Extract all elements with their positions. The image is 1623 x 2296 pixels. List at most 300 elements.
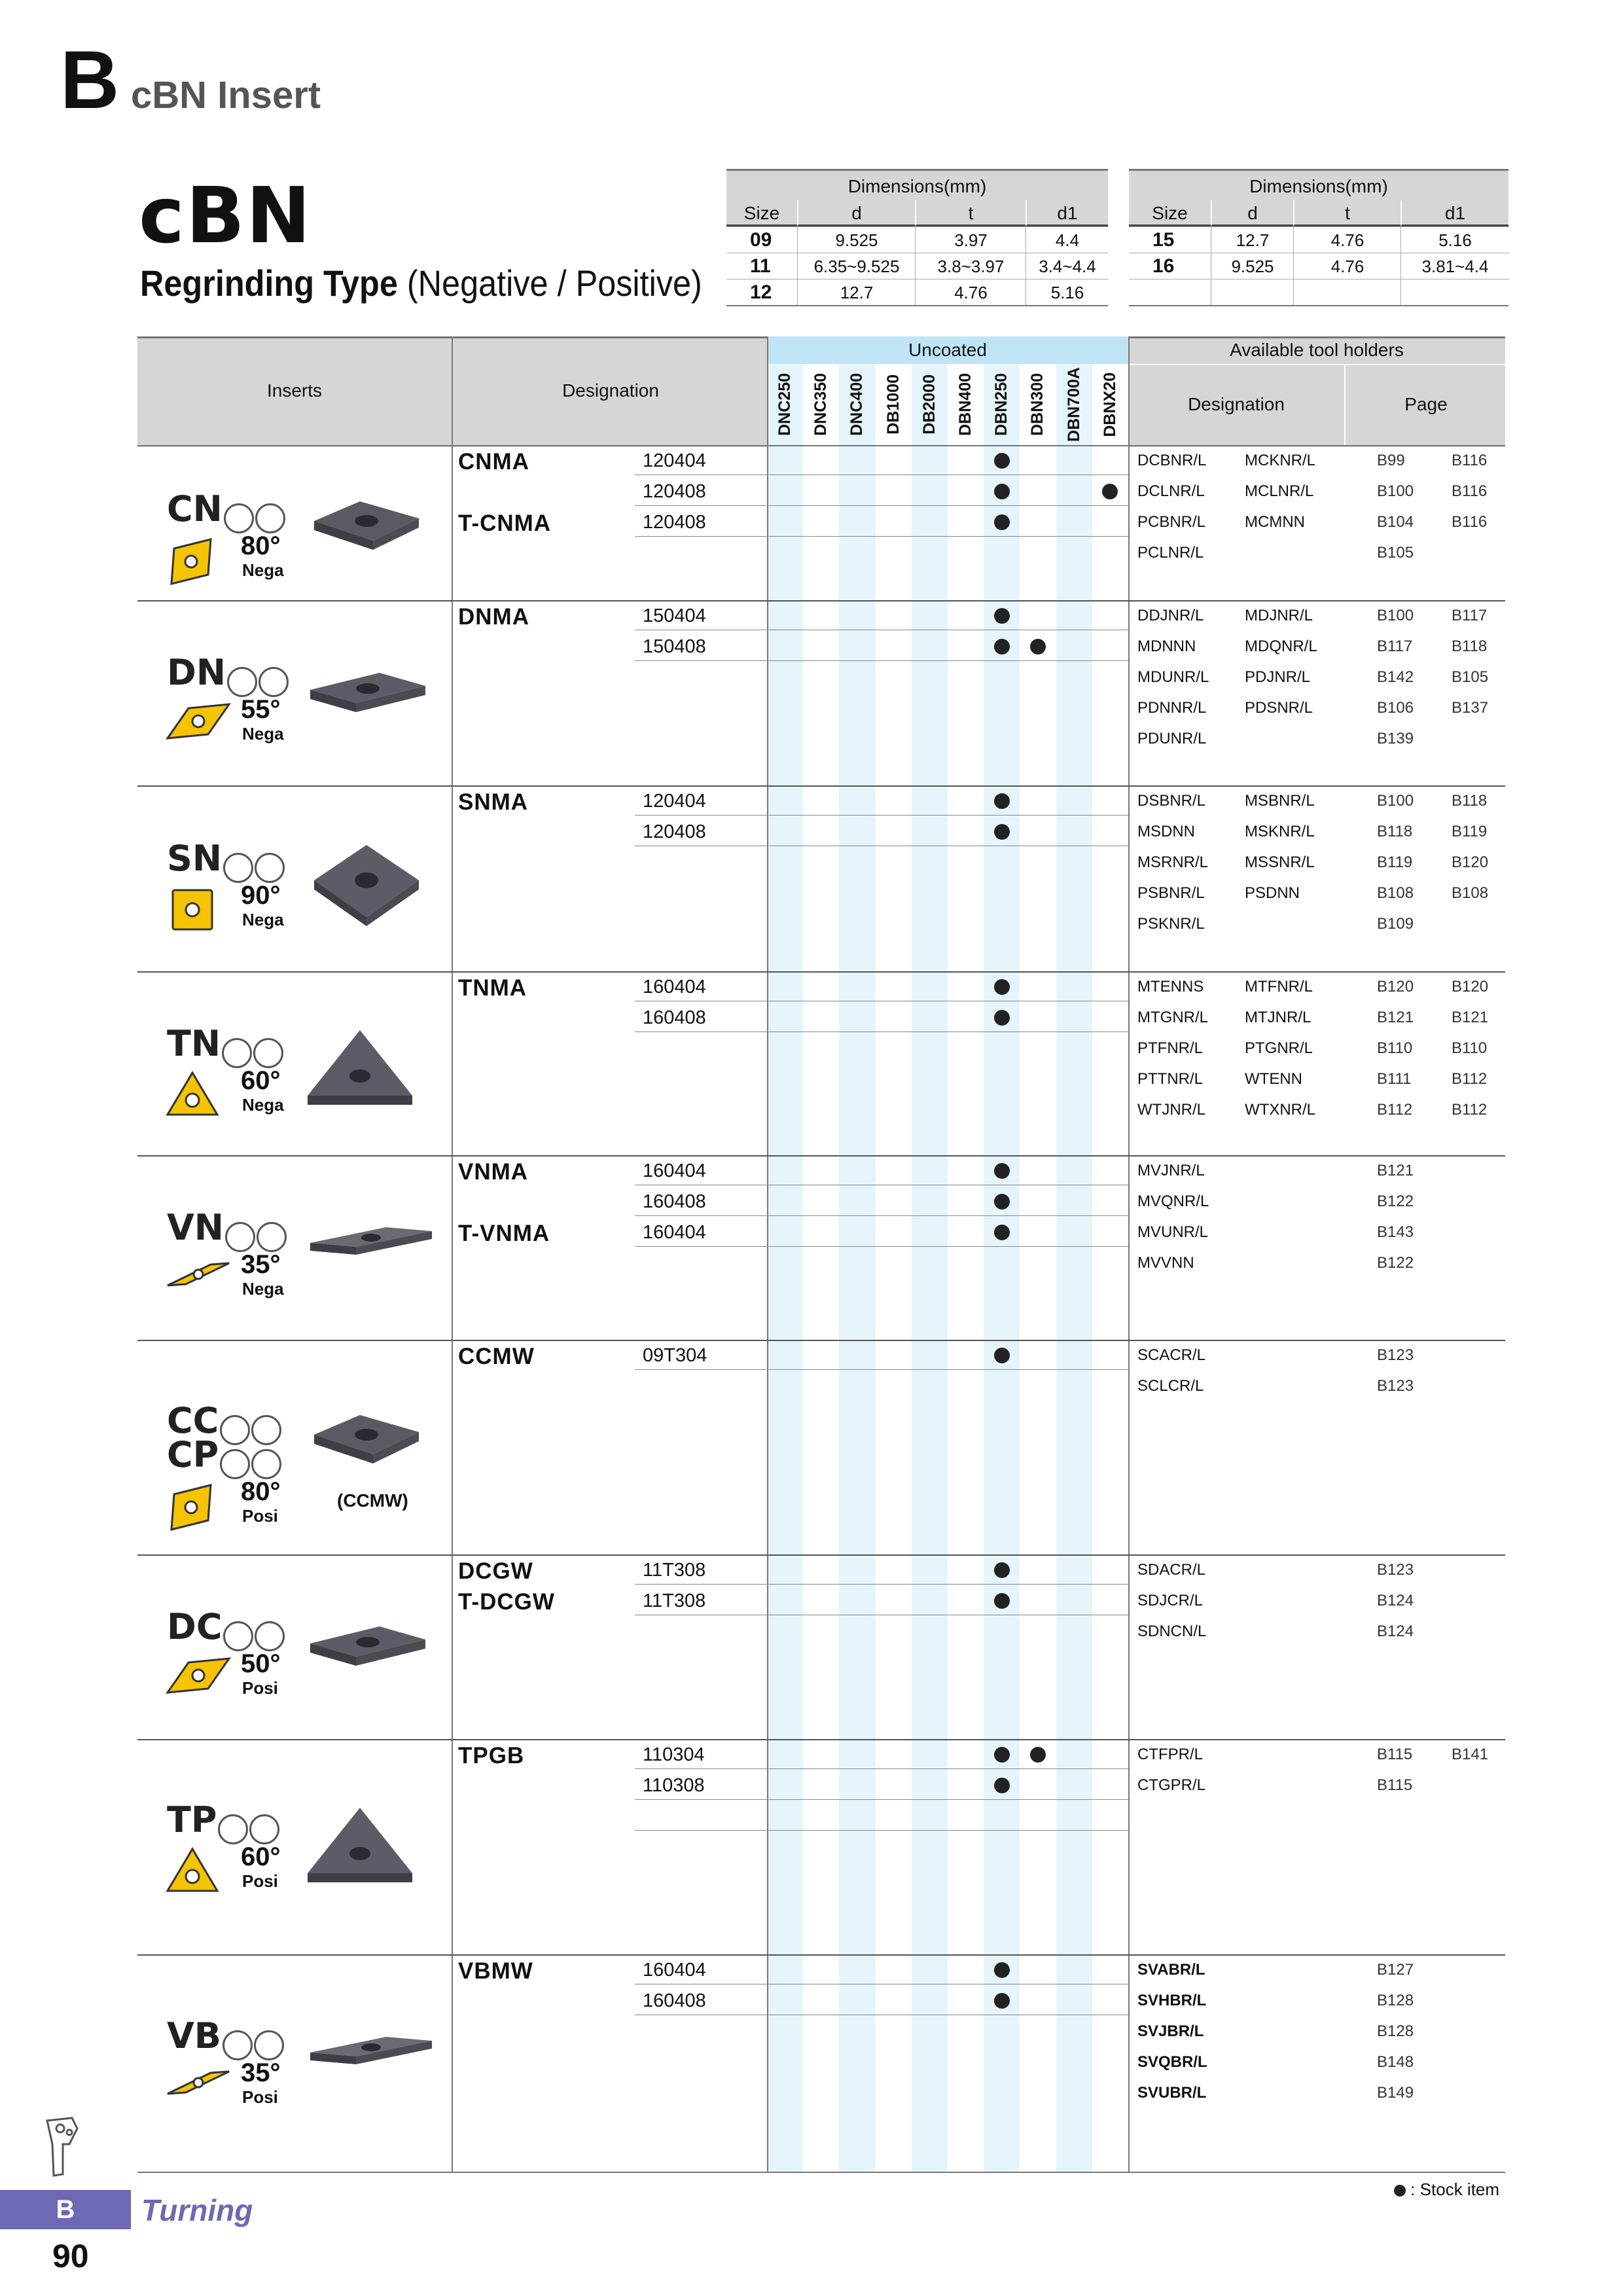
designation-name: TPGB xyxy=(458,1743,525,1768)
dimension-header: Size xyxy=(726,200,797,226)
insert-code-text: CP xyxy=(167,1434,219,1475)
grade-label: DBN700A xyxy=(1064,367,1083,442)
stock-dot-icon xyxy=(994,793,1010,809)
insert-photo xyxy=(308,1030,432,1115)
holder-page: B122 xyxy=(1377,1193,1414,1210)
insert-photo xyxy=(308,495,432,580)
placeholder-circle-icon xyxy=(223,2030,253,2060)
size-code: 160408 xyxy=(643,1990,706,2011)
designation-name: DCGW xyxy=(458,1558,533,1584)
dimension-value: 9.525 xyxy=(797,226,916,253)
grade-header xyxy=(1020,369,1056,440)
grade-column-stripe xyxy=(912,364,948,2172)
section-rule xyxy=(137,1954,1505,1956)
holder-designation: MCMNN xyxy=(1245,513,1305,531)
holder-page: B120 xyxy=(1452,853,1489,871)
size-code: 120408 xyxy=(643,512,706,533)
placeholder-circle-icon xyxy=(255,1621,285,1651)
insert-angle: 50° xyxy=(241,1649,281,1678)
subtitle-rest: (Negative / Positive) xyxy=(397,262,702,304)
holder-page: B128 xyxy=(1377,2022,1414,2040)
holder-designation: SVABR/L xyxy=(1137,1961,1205,1979)
holder-designation: SDACR/L xyxy=(1137,1561,1206,1579)
dimension-value: 4.76 xyxy=(915,279,1026,306)
holder-designation: MSBNR/L xyxy=(1245,792,1315,810)
insert-code-text: VB xyxy=(167,2015,221,2056)
holder-designation-header: Designation xyxy=(1188,394,1285,414)
footer-tab-letter: B xyxy=(56,2195,75,2224)
insert-angle: 80° xyxy=(241,531,281,560)
grade-label: DBN300 xyxy=(1028,373,1047,436)
designation-name: VBMW xyxy=(458,1958,533,1984)
holder-page: B112 xyxy=(1377,1101,1413,1119)
dimension-value: 3.81~4.4 xyxy=(1400,253,1509,279)
grade-label: DBNX20 xyxy=(1100,372,1119,437)
dimension-value xyxy=(1211,279,1294,306)
row-rule xyxy=(635,1799,1128,1800)
dimension-value: 3.97 xyxy=(915,226,1026,253)
holders-header: Available tool holders xyxy=(1128,336,1505,365)
stock-dot-icon xyxy=(994,1562,1010,1578)
holder-designation: DCLNR/L xyxy=(1137,482,1205,500)
insert-code-text: VN xyxy=(167,1207,224,1248)
insert-photo xyxy=(308,2024,432,2109)
size-code: 150408 xyxy=(643,636,706,657)
holder-designation: PTFNR/L xyxy=(1137,1039,1204,1057)
holder-page: B112 xyxy=(1452,1101,1488,1119)
page-number: 90 xyxy=(52,2238,89,2274)
holder-page: B110 xyxy=(1452,1039,1488,1057)
holder-designation: SDNCN/L xyxy=(1137,1623,1207,1640)
stock-dot-icon xyxy=(994,1163,1010,1179)
dimension-value: 3.8~3.97 xyxy=(915,253,1026,279)
holder-designation: MSRNR/L xyxy=(1137,853,1209,871)
row-rule xyxy=(635,1031,1128,1032)
insert-angle: 35° xyxy=(241,2058,281,2087)
grade-column-stripe xyxy=(767,364,803,2172)
holder-page: B105 xyxy=(1377,544,1414,562)
row-rule xyxy=(635,1369,1128,1370)
holder-page: B123 xyxy=(1377,1561,1414,1579)
insert-photo xyxy=(308,1214,432,1299)
insert-type: Posi xyxy=(242,1871,278,1891)
holder-designation: PSDNN xyxy=(1245,884,1300,902)
insert-shape-icon xyxy=(165,1480,233,1535)
placeholder-circle-icon xyxy=(251,1449,281,1479)
holder-designation: SCACR/L xyxy=(1137,1346,1206,1364)
insert-angle: 60° xyxy=(241,1066,281,1095)
dimension-value: 4.76 xyxy=(1293,253,1401,279)
grade-label: DBN250 xyxy=(992,373,1011,436)
row-rule xyxy=(635,1830,1128,1831)
grade-label: DB1000 xyxy=(883,374,902,435)
insert-angle: 55° xyxy=(241,695,281,724)
designation-header: Designation xyxy=(452,336,768,445)
grade-header xyxy=(984,369,1020,440)
insert-angle: 90° xyxy=(241,881,281,910)
placeholder-circle-icon xyxy=(259,667,289,697)
size-code: 160404 xyxy=(643,1960,706,1981)
dimension-caption: Dimensions(mm) xyxy=(726,169,1108,204)
stock-dot-icon xyxy=(994,608,1010,624)
row-rule xyxy=(635,536,1128,537)
placeholder-circle-icon xyxy=(257,1222,287,1252)
placeholder-circle-icon xyxy=(223,853,253,883)
designation-name: VNMA xyxy=(458,1159,529,1185)
row-rule xyxy=(635,1584,1128,1585)
holder-designation: MTGNR/L xyxy=(1137,1009,1208,1026)
insert-code-text: CN xyxy=(167,488,223,529)
grade-header xyxy=(912,369,948,440)
insert-code xyxy=(167,652,289,697)
holder-page: B119 xyxy=(1377,853,1413,871)
insert-code-text: TP xyxy=(167,1799,217,1840)
insert-code xyxy=(167,1606,285,1651)
stock-dot-icon xyxy=(994,453,1010,469)
holder-designation: MDJNR/L xyxy=(1245,607,1313,624)
section-rule xyxy=(137,1155,1505,1157)
holder-page: B124 xyxy=(1377,1592,1414,1609)
chapter-letter: B xyxy=(60,35,120,126)
designation-name: T-DCGW xyxy=(458,1589,555,1615)
subtitle-bold: Regrinding Type xyxy=(140,262,398,304)
dimension-value xyxy=(1400,279,1509,306)
holder-designation: MVUNR/L xyxy=(1137,1223,1209,1241)
holder-page: B142 xyxy=(1377,668,1414,686)
grade-header xyxy=(767,369,803,440)
dimension-header: Size xyxy=(1129,200,1211,226)
designation-name: T-VNMA xyxy=(458,1221,550,1246)
holder-designation: PTGNR/L xyxy=(1245,1039,1313,1057)
size-code: 110308 xyxy=(643,1775,705,1796)
holder-page: B116 xyxy=(1452,482,1488,500)
holder-designation: PDJNR/L xyxy=(1245,668,1311,686)
placeholder-circle-icon xyxy=(225,1222,255,1252)
dimension-size: 16 xyxy=(1129,253,1211,279)
page-header: Page xyxy=(1344,364,1507,445)
grade-header xyxy=(948,369,984,440)
holder-designation: MDNNN xyxy=(1137,637,1196,655)
holder-designation: PCLNR/L xyxy=(1137,544,1204,562)
holder-page: B123 xyxy=(1377,1346,1414,1364)
size-code: 110304 xyxy=(643,1744,705,1765)
holder-page: B120 xyxy=(1377,978,1414,996)
stock-dot-icon xyxy=(994,1194,1010,1210)
designation-name: T-CNMA xyxy=(458,511,552,536)
holder-page: B100 xyxy=(1377,607,1414,624)
insert-shape-icon xyxy=(165,2061,233,2116)
stock-dot-icon xyxy=(994,979,1010,995)
turning-tool-icon xyxy=(41,2115,86,2193)
product-subtitle xyxy=(140,262,702,304)
dimension-header: t xyxy=(915,200,1026,226)
section-rule xyxy=(137,1739,1505,1740)
chapter-title: cBN Insert xyxy=(131,74,321,117)
placeholder-circle-icon xyxy=(224,503,254,533)
insert-photo xyxy=(308,660,432,745)
grade-header xyxy=(1056,369,1092,440)
inserts-header: Inserts xyxy=(266,380,323,401)
holder-page: B143 xyxy=(1377,1223,1414,1241)
insert-shape-icon xyxy=(165,1253,233,1308)
footer-section: Turning xyxy=(141,2193,253,2227)
holder-page: B120 xyxy=(1452,978,1489,996)
row-rule xyxy=(635,505,1128,506)
dimension-header: d xyxy=(797,200,915,226)
size-code: 09T304 xyxy=(643,1345,707,1366)
holder-page: B99 xyxy=(1377,452,1405,469)
holder-designation: WTXNR/L xyxy=(1245,1101,1315,1119)
col-rule xyxy=(452,336,453,2172)
holder-page: B122 xyxy=(1377,1254,1414,1272)
insert-photo xyxy=(308,1408,432,1494)
placeholder-circle-icon xyxy=(223,1621,253,1651)
insert-type: Nega xyxy=(242,724,284,744)
holder-designation: PCBNR/L xyxy=(1137,513,1206,531)
holder-designation: MCKNR/L xyxy=(1245,452,1316,469)
dimension-value: 5.16 xyxy=(1026,279,1109,306)
insert-type: Nega xyxy=(242,1095,284,1115)
holder-page: B139 xyxy=(1377,730,1414,747)
dimension-size: 12 xyxy=(726,279,797,305)
insert-code xyxy=(167,2015,284,2060)
stock-dot-icon xyxy=(994,1593,1010,1609)
stock-dot-icon xyxy=(994,1010,1010,1026)
dimension-header: d1 xyxy=(1400,200,1508,226)
holder-designation: MSDNN xyxy=(1137,823,1195,840)
insert-shape-icon xyxy=(165,698,233,753)
dimension-header: d1 xyxy=(1026,200,1108,226)
dimension-header: t xyxy=(1293,200,1400,226)
holder-page: B119 xyxy=(1452,823,1488,840)
holder-page: B148 xyxy=(1377,2053,1414,2071)
grade-header xyxy=(803,369,839,440)
holder-designation: DSBNR/L xyxy=(1137,792,1206,810)
holder-designation: SDJCR/L xyxy=(1137,1592,1204,1609)
holder-designation: SVUBR/L xyxy=(1137,2084,1207,2102)
insert-type: Posi xyxy=(242,1506,278,1526)
holder-page: B115 xyxy=(1377,1746,1413,1763)
placeholder-circle-icon xyxy=(255,853,285,883)
placeholder-circle-icon xyxy=(249,1814,279,1844)
holder-page: B100 xyxy=(1377,482,1414,500)
dimension-value: 5.16 xyxy=(1400,226,1509,253)
holder-page: B141 xyxy=(1452,1746,1489,1763)
holder-designation: MDQNR/L xyxy=(1245,637,1317,655)
insert-shape-icon xyxy=(165,884,233,939)
col-rule xyxy=(1128,336,1130,2172)
holder-designation: PSKNR/L xyxy=(1137,915,1205,933)
holder-page: B106 xyxy=(1377,699,1414,717)
size-code: 120408 xyxy=(643,821,706,842)
holder-page: B121 xyxy=(1377,1009,1414,1026)
holder-designation: MVJNR/L xyxy=(1137,1162,1205,1179)
insert-note: (CCMW) xyxy=(337,1490,408,1511)
holder-page: B112 xyxy=(1452,1070,1488,1088)
holder-designation: MVQNR/L xyxy=(1137,1193,1209,1210)
holder-page: B105 xyxy=(1452,668,1489,686)
holder-page: B116 xyxy=(1452,513,1488,531)
stock-dot-icon xyxy=(994,1778,1010,1793)
dimension-size: 15 xyxy=(1129,226,1211,253)
designation-name: TNMA xyxy=(458,975,527,1001)
holder-page: B108 xyxy=(1452,884,1489,902)
insert-angle: 60° xyxy=(241,1842,281,1871)
placeholder-circle-icon xyxy=(218,1814,248,1844)
insert-type: Nega xyxy=(242,560,284,580)
insert-type: Posi xyxy=(242,2087,278,2107)
insert-type: Posi xyxy=(242,1678,278,1698)
grade-column-stripe xyxy=(1056,364,1092,2172)
holder-designation: CTFPR/L xyxy=(1137,1746,1204,1763)
holder-page: B108 xyxy=(1377,884,1414,902)
placeholder-circle-icon xyxy=(220,1449,250,1479)
grade-column-stripe xyxy=(839,364,875,2172)
holder-designation: PSBNR/L xyxy=(1137,884,1205,902)
size-code: 160408 xyxy=(643,1007,706,1028)
holder-page: B109 xyxy=(1377,915,1414,933)
holder-designation: WTENN xyxy=(1245,1070,1302,1088)
section-rule xyxy=(137,785,1505,787)
size-code: 120404 xyxy=(643,450,706,471)
insert-shape-icon xyxy=(165,534,233,589)
dimension-value xyxy=(1293,279,1401,306)
holder-page: B118 xyxy=(1452,637,1488,655)
size-code: 160404 xyxy=(643,1160,706,1181)
col-rule xyxy=(767,336,768,2172)
placeholder-circle-icon xyxy=(253,1038,283,1068)
stock-dot-icon xyxy=(994,824,1010,840)
insert-type: Nega xyxy=(242,1279,284,1299)
holder-designation: DDJNR/L xyxy=(1137,607,1204,624)
insert-photo xyxy=(308,1808,432,1893)
holder-page: B118 xyxy=(1452,792,1488,810)
holder-designation: SVQBR/L xyxy=(1137,2053,1207,2071)
size-code: 120404 xyxy=(643,791,706,812)
insert-code-text: DC xyxy=(167,1606,223,1647)
stock-dot-icon xyxy=(994,1962,1010,1978)
holder-designation: MDUNR/L xyxy=(1137,668,1209,686)
grade-label: DNC250 xyxy=(776,373,794,436)
row-rule xyxy=(635,660,1128,661)
holder-designation: WTJNR/L xyxy=(1137,1101,1205,1119)
holder-page: B111 xyxy=(1377,1070,1412,1088)
holder-page: B123 xyxy=(1377,1377,1414,1395)
stock-dot-icon xyxy=(1394,2185,1406,2197)
holder-page: B137 xyxy=(1452,699,1489,717)
header-rule xyxy=(137,445,1505,446)
holder-designation: SVJBR/L xyxy=(1137,2022,1204,2040)
designation-name: DNMA xyxy=(458,604,529,630)
insert-photo xyxy=(308,1613,432,1698)
insert-shape-icon xyxy=(165,1845,233,1900)
holder-page: B128 xyxy=(1377,1992,1414,2009)
holder-page: B104 xyxy=(1377,513,1414,531)
row-rule xyxy=(635,1215,1128,1216)
insert-code-text: TN xyxy=(167,1023,221,1064)
dimension-value: 3.4~4.4 xyxy=(1026,253,1109,279)
stock-dot-icon xyxy=(994,484,1010,499)
grade-header xyxy=(839,369,875,440)
holder-page: B118 xyxy=(1377,823,1413,840)
placeholder-circle-icon xyxy=(222,1038,252,1068)
insert-code-2 xyxy=(167,1434,281,1479)
stock-dot-icon xyxy=(1102,484,1118,499)
size-code: 160404 xyxy=(643,977,706,997)
insert-angle: 35° xyxy=(241,1250,281,1279)
section-rule xyxy=(137,971,1505,973)
stock-legend-text: : Stock item xyxy=(1410,2179,1500,2199)
uncoated-header: Uncoated xyxy=(767,336,1128,364)
holder-designation: DCBNR/L xyxy=(1137,452,1207,469)
grade-label: DNC350 xyxy=(812,373,830,436)
dimension-value: 4.76 xyxy=(1293,226,1401,253)
holder-designation: PDSNR/L xyxy=(1245,699,1313,717)
insert-code xyxy=(167,838,285,883)
dimension-size: 11 xyxy=(726,253,797,279)
holder-page: B117 xyxy=(1452,607,1488,624)
holder-designation: PTTNR/L xyxy=(1137,1070,1204,1088)
holder-page: B121 xyxy=(1377,1162,1414,1179)
size-code: 11T308 xyxy=(643,1590,706,1611)
grade-column-stripe xyxy=(984,364,1020,2172)
holder-designation: MSSNR/L xyxy=(1245,853,1315,871)
holder-designation: SVHBR/L xyxy=(1137,1992,1207,2009)
designation-name: CNMA xyxy=(458,449,529,475)
holder-designation: MTFNR/L xyxy=(1245,978,1313,996)
product-name: cBN xyxy=(139,170,312,260)
holder-page: B110 xyxy=(1377,1039,1413,1057)
dimension-value: 4.4 xyxy=(1026,226,1109,253)
stock-dot-icon xyxy=(994,639,1010,655)
dimension-size xyxy=(1129,279,1211,305)
insert-code xyxy=(167,1207,287,1252)
dimension-value: 6.35~9.525 xyxy=(797,253,916,279)
grade-label: DNC400 xyxy=(847,373,866,436)
holder-page: B116 xyxy=(1452,452,1488,469)
holder-designation: SCLCR/L xyxy=(1137,1377,1204,1395)
row-rule xyxy=(635,1246,1128,1247)
insert-photo xyxy=(308,845,432,930)
size-code: 11T308 xyxy=(643,1560,706,1581)
grade-label: DB2000 xyxy=(919,374,938,435)
insert-code-text: CC xyxy=(167,1400,219,1441)
designation-name: CCMW xyxy=(458,1344,535,1369)
holder-designation: PDUNR/L xyxy=(1137,730,1207,747)
stock-dot-icon xyxy=(994,1993,1010,2009)
size-code: 150404 xyxy=(643,605,706,626)
holder-page: B115 xyxy=(1377,1776,1413,1794)
holder-page: B149 xyxy=(1377,2084,1414,2102)
stock-dot-icon xyxy=(994,514,1010,530)
stock-dot-icon xyxy=(994,1348,1010,1363)
placeholder-circle-icon xyxy=(255,503,285,533)
holder-page: B124 xyxy=(1377,1623,1414,1640)
holder-page: B100 xyxy=(1377,792,1414,810)
dimension-value: 12.7 xyxy=(797,279,916,306)
designation-name: SNMA xyxy=(458,789,529,815)
holder-designation: CTGPR/L xyxy=(1137,1776,1206,1794)
dimension-size: 09 xyxy=(726,226,797,253)
row-rule xyxy=(635,1768,1128,1769)
placeholder-circle-icon xyxy=(254,2030,284,2060)
stock-dot-icon xyxy=(1030,639,1046,655)
insert-angle: 80° xyxy=(241,1477,281,1506)
row-rule xyxy=(635,815,1128,816)
section-rule xyxy=(137,1340,1505,1341)
size-code: 160404 xyxy=(643,1222,706,1243)
section-rule xyxy=(137,600,1505,601)
